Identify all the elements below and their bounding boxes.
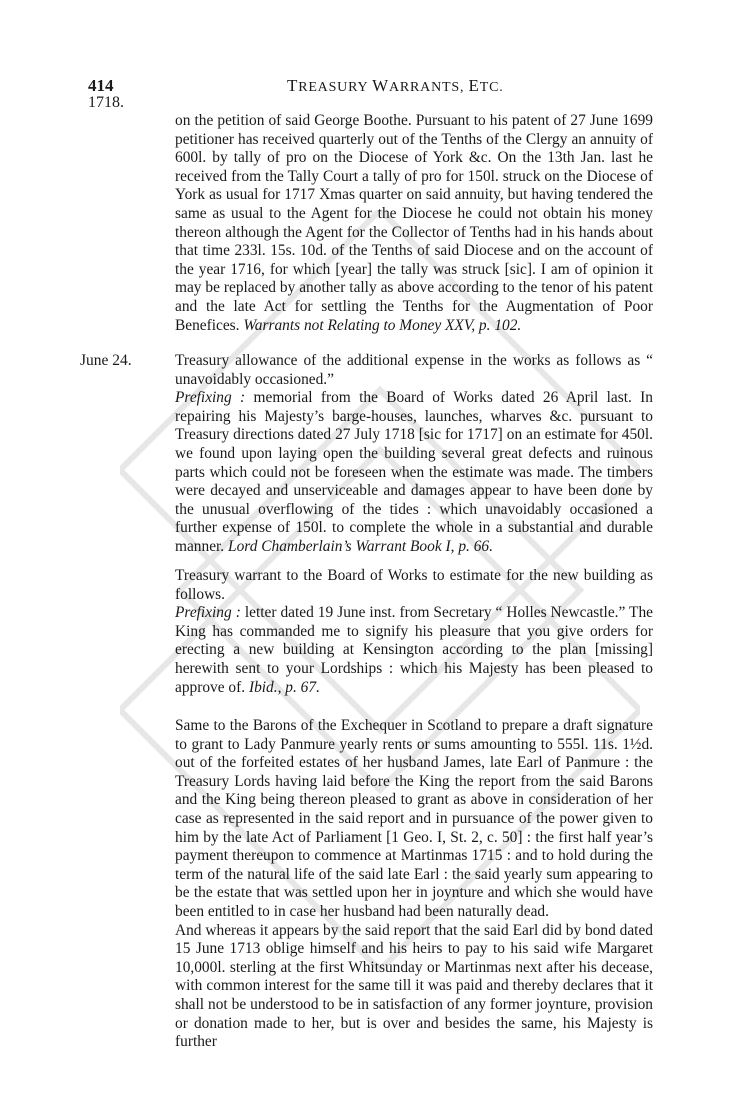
prefixing-label: Prefixing : <box>175 604 241 622</box>
entry-panmure <box>175 717 653 1052</box>
title-w: W <box>372 76 389 95</box>
page-number: 414 <box>88 76 114 95</box>
title-reasury: REASURY <box>298 80 373 95</box>
entry-new-building <box>175 567 653 697</box>
entry-works-allowance-prefix: Prefixing : memorial from the Board of Works dated 26 April last. In repairing his Majesty’s barge-houses, launches, wharves &c. pursuant to Treasury directions dated 27 July 1718 [sic for 1717] on an estimate for 450l. we found upon laying open the building several great defects and ruinous parts which could not be foreseen when the estimate was made. The timbers were decayed and unserviceable and damages appear to have been done by the unusual overflowing of the tides : which unavoidably occasioned a further expense of 150l. to complete the whole in a substantial and durable manner. Lord Chamberlain’s Warrant Book I, p. 66. <box>175 389 653 555</box>
entry-new-building-intro: Treasury warrant to the Board of Works to estimate for the new building as follows. <box>175 567 653 603</box>
running-title <box>287 76 504 96</box>
entry-works-allowance <box>175 352 653 557</box>
entry-panmure-para2: And whereas it appears by the said report that the said Earl did by bond dated 15 June 1713 oblige himself and his heirs to pay to his said wife Margaret 10,000l. sterling at the first Whitsunday or Martinmas next after his decease, with common interest for the same till it was paid and thereby declares that it shall not be understood to be in satisfaction of any former joynture, provision or donation made to her, but is over and besides the same, his Majesty is further <box>175 921 653 1051</box>
entry-new-building-prefix: Prefixing : letter dated 19 June inst. from Secretary “ Holles Newcastle.” The King has commanded me to signify his pleasure that you give orders for erecting a new building at Kensington according to the plan [missing] herewith sent to your Lordships : which his Majesty has been pleased to approve of. Ibid., p. 67. <box>175 604 653 696</box>
entry-panmure-para1: Same to the Barons of the Exchequer in Scotland to prepare a draft signature to grant to Lady Panmure yearly rents or sums amounting to 555l. 11s. 1½d. out of the forfeited estates of her husband James, late Earl of Panmure : the Treasury Lords having laid before the King the report from the said Barons and the King being thereon pleased to grant as above in consideration of her case as represented in the said report and in pursuance of the power given to him by the late Act of Parliament [1 Geo. I, St. 2, c. 50] : the first half year’s payment thereupon to commence at Martinmas 1715 : and to hold during the term of the natural life of the said late Earl : the said yearly sum appearing to be the estate that was settled upon her in joynture and which she would have been entitled to in case her husband had been naturally dead. <box>175 717 653 920</box>
entry-boothe-text: on the petition of said George Boothe. Pursuant to his patent of 27 June 1699 petitioner has received quarterly out of the Tenths of the Clergy an annuity of 600l. by tally of pro on the Diocese of York &c. On the 13th Jan. last he received from the Tally Court a tally of pro for 150l. struck on the Diocese of York as usual for 1717 Xmas quarter on said annuity, but having tendered the same as usual to the Agent for the Diocese he could not obtain his money thereon although the Agent for the Collector of Tenths had in his hands about that time 233l. 15s. 10d. of the Tenths of said Diocese and on the account of the year 1716, for which [year] the tally was struck [sic]. I am of opinion it may be replaced by another tally as above according to the tenor of his patent and the late Act for settling the Tenths for the Augmentation of Poor Benefices. Warrants not Relating to Money XXV, p. 102. <box>175 112 653 334</box>
prefixing-label: Prefixing : <box>175 389 246 407</box>
page-year: 1718. <box>88 94 124 111</box>
title-t: T <box>287 76 299 95</box>
margin-date-june-24: June 24. <box>80 352 132 369</box>
entry-boothe <box>175 112 653 335</box>
entry-new-building-ref: Ibid., p. 67. <box>248 678 320 696</box>
title-e: E <box>468 76 480 95</box>
title-arrants: ARRANTS, <box>389 80 469 95</box>
title-tc: TC. <box>479 80 504 95</box>
entry-boothe-ref: Warrants not Relating to Money XXV, p. 102. <box>243 316 522 334</box>
entry-works-allowance-ref: Lord Chamberlain’s Warrant Book I, p. 66. <box>228 537 493 555</box>
entry-works-allowance-intro: Treasury allowance of the additional expense in the works as follows as “ unavoidably occasioned.” <box>175 352 653 388</box>
